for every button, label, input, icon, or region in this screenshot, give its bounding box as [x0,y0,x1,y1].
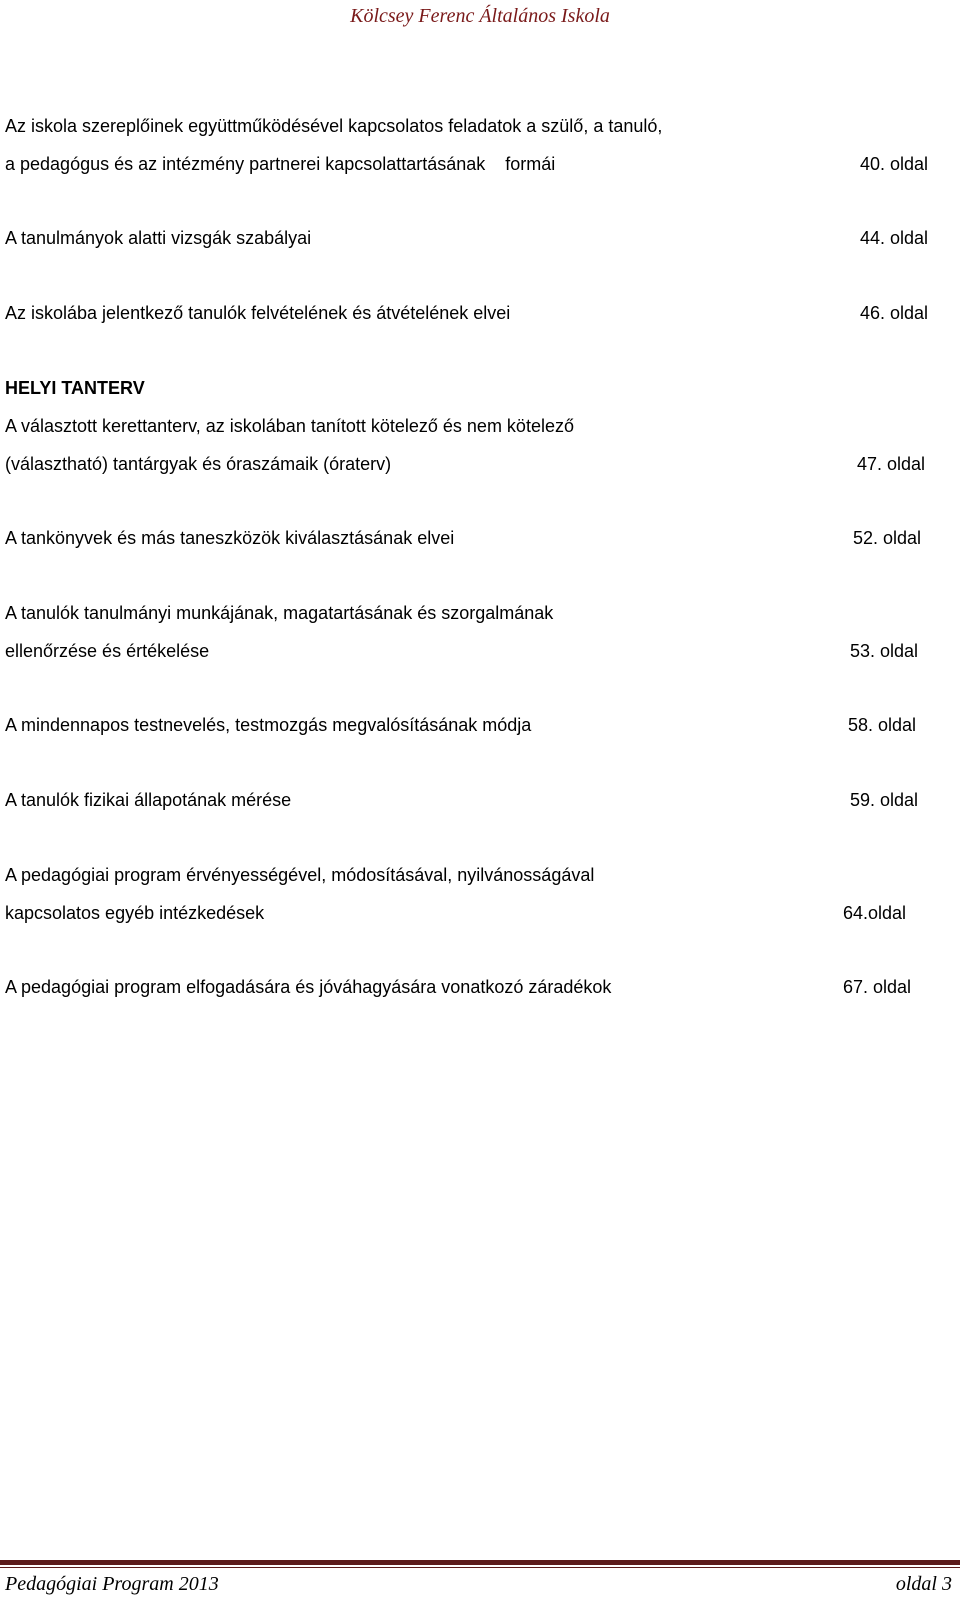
toc-entry-text: A tanulók fizikai állapotának mérése [5,790,292,810]
toc-page-number: 40. oldal [860,154,929,174]
toc-entry [5,968,939,1006]
toc-entry-text: Az iskolába jelentkező tanulók felvételének és átvételének elvei [5,303,511,323]
toc-entry-text: A választott kerettanterv, az iskolában tanított kötelező és nem kötelező [5,416,574,436]
header-title: Kölcsey Ferenc Általános Iskola [350,5,610,27]
toc-page-number: 53. oldal [850,641,919,661]
toc-entry-text: A tanulmányok alatti vizsgák szabályai [5,228,312,248]
toc-entry [5,706,939,744]
toc-page-number: 46. oldal [860,303,929,323]
toc-entry-text: (választható) tantárgyak és óraszámaik (óraterv) [5,454,392,474]
toc-page-number: 64.oldal [843,903,907,923]
toc-entry-text: A pedagógiai program érvényességével, módosításával, nyilvánosságával [5,865,595,885]
toc-entry-text: A pedagógiai program elfogadására és jóváhagyására vonatkozó záradékok [5,977,612,997]
footer-page-number: oldal 3 [895,1573,952,1595]
toc-entry [5,219,939,257]
toc-entry [5,107,939,183]
toc-entry-text: A tanulók tanulmányi munkájának, magatartásának és szorgalmának [5,603,554,623]
toc-page-number: 44. oldal [860,228,929,248]
toc-entry-text: A tankönyvek és más taneszközök kiválasztásának elvei [5,528,455,548]
section-heading: HELYI TANTERV [5,378,145,398]
footer-rule [0,1560,960,1565]
footer-rule-thin [0,1567,960,1568]
toc-page-number: 67. oldal [843,977,912,997]
toc-entry [5,594,939,670]
toc-entry [5,856,939,932]
toc-entry-text: Az iskola szereplőinek együttműködésével kapcsolatos feladatok a szülő, a tanuló, [5,116,663,136]
toc-entry [5,781,939,819]
toc-entry-text: A mindennapos testnevelés, testmozgás megvalósításának módja [5,715,532,735]
toc-entry [5,519,939,557]
toc-entry-text: ellenőrzése és értékelése [5,641,210,661]
toc-entry-text: a pedagógus és az intézmény partnerei kapcsolattartásának formái [5,154,556,174]
footer-document-title: Pedagógiai Program 2013 [5,1573,219,1595]
toc-entry [5,294,939,332]
toc-entry [5,407,939,483]
toc-page-number: 47. oldal [857,454,926,474]
toc-page-number: 58. oldal [848,715,917,735]
toc-page-number: 52. oldal [853,528,922,548]
toc-entry-text: kapcsolatos egyéb intézkedések [5,903,265,923]
toc-page-number: 59. oldal [850,790,919,810]
